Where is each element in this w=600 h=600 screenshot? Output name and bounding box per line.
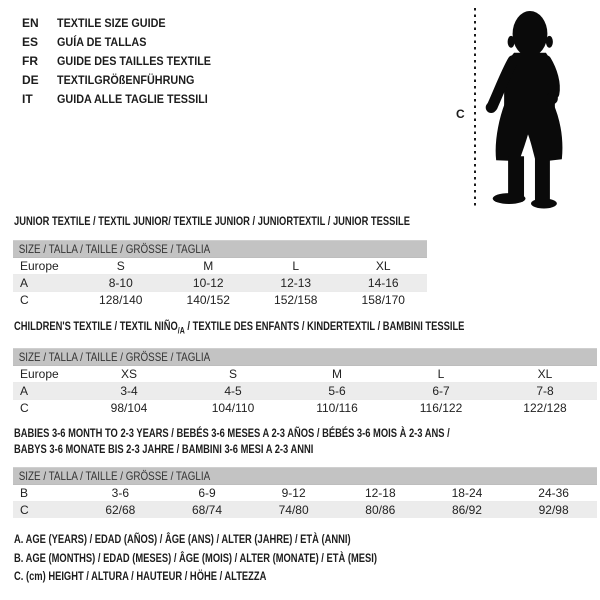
lang-code: ES bbox=[22, 34, 39, 49]
age-cell: 10-12 bbox=[165, 275, 253, 292]
height-cell: 128/140 bbox=[99, 293, 143, 307]
table-row bbox=[13, 258, 427, 275]
lang-row-fr bbox=[22, 51, 228, 70]
row-label: Europe bbox=[13, 258, 77, 275]
height-dotted-line bbox=[474, 8, 476, 209]
babies-section-title bbox=[14, 426, 450, 457]
age-cell: 4-5 bbox=[181, 383, 285, 400]
table-row bbox=[13, 275, 427, 292]
size-cell: XL bbox=[340, 258, 428, 275]
lang-code: IT bbox=[22, 91, 33, 106]
lang-row-en bbox=[22, 13, 228, 32]
table-header-row bbox=[13, 468, 597, 485]
height-cell: 152/158 bbox=[274, 293, 318, 307]
lang-row-es bbox=[22, 32, 228, 51]
size-cell: L bbox=[252, 258, 340, 275]
height-cell: 98/104 bbox=[110, 401, 148, 415]
table-row bbox=[13, 485, 597, 502]
table-row bbox=[13, 502, 597, 519]
months-cell: 6-9 bbox=[164, 485, 251, 502]
footnote-c: C. (cm) HEIGHT / ALTURA / HAUTEUR / HÖHE / ALTEZZA bbox=[14, 569, 267, 583]
lang-code: FR bbox=[22, 53, 38, 68]
months-cell: 24-36 bbox=[510, 485, 597, 502]
lang-row-it bbox=[22, 89, 228, 108]
table-header-row bbox=[13, 349, 597, 366]
height-cell: 86/92 bbox=[424, 502, 511, 519]
row-label: Europe bbox=[13, 366, 77, 383]
babies-size-table bbox=[13, 467, 597, 518]
row-label: C bbox=[20, 293, 29, 307]
table-row bbox=[13, 400, 597, 417]
height-cell: 92/98 bbox=[510, 502, 597, 519]
height-cell: 140/152 bbox=[186, 293, 230, 307]
table-row bbox=[13, 292, 427, 309]
age-cell: 12-13 bbox=[252, 275, 340, 292]
footnote-b: B. AGE (MONTHS) / EDAD (MESES) / ÂGE (MOIS) / ALTER (MONATE) / ETÀ (MESI) bbox=[14, 550, 377, 565]
children-title-prefix: CHILDREN'S TEXTILE / TEXTIL NIÑO bbox=[14, 319, 178, 333]
babies-title-line1: BABIES 3-6 MONTH TO 2-3 YEARS / BEBÉS 3-6 MESES A 2-3 AÑOS / BÉBÉS 3-6 MOIS À 2-3 ANS / bbox=[14, 426, 450, 440]
months-cell: 12-18 bbox=[337, 485, 424, 502]
height-cell: 116/122 bbox=[419, 401, 463, 415]
lang-title: TEXTILGRÖßENFÜHRUNG bbox=[57, 72, 195, 87]
row-label: C bbox=[13, 502, 77, 519]
row-label: A bbox=[13, 383, 77, 400]
height-cell: 74/80 bbox=[250, 502, 337, 519]
size-header-label: SIZE / TALLA / TAILLE / GRÖSSE / TAGLIA bbox=[18, 242, 211, 256]
size-cell: L bbox=[389, 366, 493, 383]
height-cell: 158/170 bbox=[361, 293, 405, 307]
children-title-sub: /A bbox=[177, 325, 185, 336]
months-cell: 3-6 bbox=[77, 485, 164, 502]
table-header-row bbox=[13, 241, 427, 258]
height-cell: 62/68 bbox=[77, 502, 164, 519]
row-label: C bbox=[20, 401, 29, 415]
row-label: A bbox=[13, 275, 77, 292]
age-cell: 5-6 bbox=[285, 383, 389, 400]
table-row bbox=[13, 383, 597, 400]
lang-code: EN bbox=[22, 15, 39, 30]
lang-code: DE bbox=[22, 72, 39, 87]
children-title-suffix: / TEXTILE DES ENFANTS / KINDERTEXTIL / BAMBINI TESSILE bbox=[184, 319, 465, 333]
size-cell: S bbox=[77, 258, 165, 275]
height-cell: 68/74 bbox=[164, 502, 251, 519]
baby-silhouette-icon bbox=[481, 9, 577, 209]
children-size-table bbox=[13, 348, 597, 416]
junior-section-title: JUNIOR TEXTILE / TEXTIL JUNIOR/ TEXTILE JUNIOR / JUNIORTEXTIL / JUNIOR TESSILE bbox=[14, 214, 410, 228]
months-cell: 18-24 bbox=[424, 485, 511, 502]
table-row bbox=[13, 366, 597, 383]
size-header-label: SIZE / TALLA / TAILLE / GRÖSSE / TAGLIA bbox=[18, 469, 211, 483]
height-cell: 104/110 bbox=[211, 401, 255, 415]
age-cell: 3-4 bbox=[77, 383, 181, 400]
lang-title: GUIDE DES TAILLES TEXTILE bbox=[57, 53, 212, 68]
lang-title: TEXTILE SIZE GUIDE bbox=[57, 15, 166, 30]
junior-size-table bbox=[13, 240, 427, 308]
lang-row-de bbox=[22, 70, 228, 89]
height-cell: 110/116 bbox=[316, 401, 358, 415]
height-cell: 80/86 bbox=[337, 502, 424, 519]
months-cell: 9-12 bbox=[250, 485, 337, 502]
size-cell: S bbox=[181, 366, 285, 383]
footnote-a: A. AGE (YEARS) / EDAD (AÑOS) / ÂGE (ANS) / ALTER (JAHRE) / ETÀ (ANNI) bbox=[14, 532, 351, 546]
row-label: B bbox=[13, 485, 77, 502]
age-cell: 6-7 bbox=[389, 383, 493, 400]
age-cell: 8-10 bbox=[77, 275, 165, 292]
size-cell: M bbox=[165, 258, 253, 275]
size-cell: XS bbox=[77, 366, 181, 383]
height-cell: 122/128 bbox=[523, 401, 567, 415]
age-cell: 7-8 bbox=[493, 383, 597, 400]
lang-title: GUIDA ALLE TAGLIE TESSILI bbox=[57, 91, 208, 106]
footnotes bbox=[14, 532, 479, 588]
babies-title-line2: BABYS 3-6 MONATE BIS 2-3 JAHRE / BAMBINI 3-6 MESI A 2-3 ANNI bbox=[14, 441, 314, 456]
size-cell: XL bbox=[493, 366, 597, 383]
size-cell: M bbox=[285, 366, 389, 383]
size-header-label: SIZE / TALLA / TAILLE / GRÖSSE / TAGLIA bbox=[18, 350, 211, 364]
height-marker-label: C bbox=[456, 107, 465, 121]
lang-title: GUÍA DE TALLAS bbox=[57, 34, 147, 49]
language-title-list bbox=[22, 13, 228, 108]
children-section-title bbox=[14, 319, 464, 339]
age-cell: 14-16 bbox=[340, 275, 428, 292]
